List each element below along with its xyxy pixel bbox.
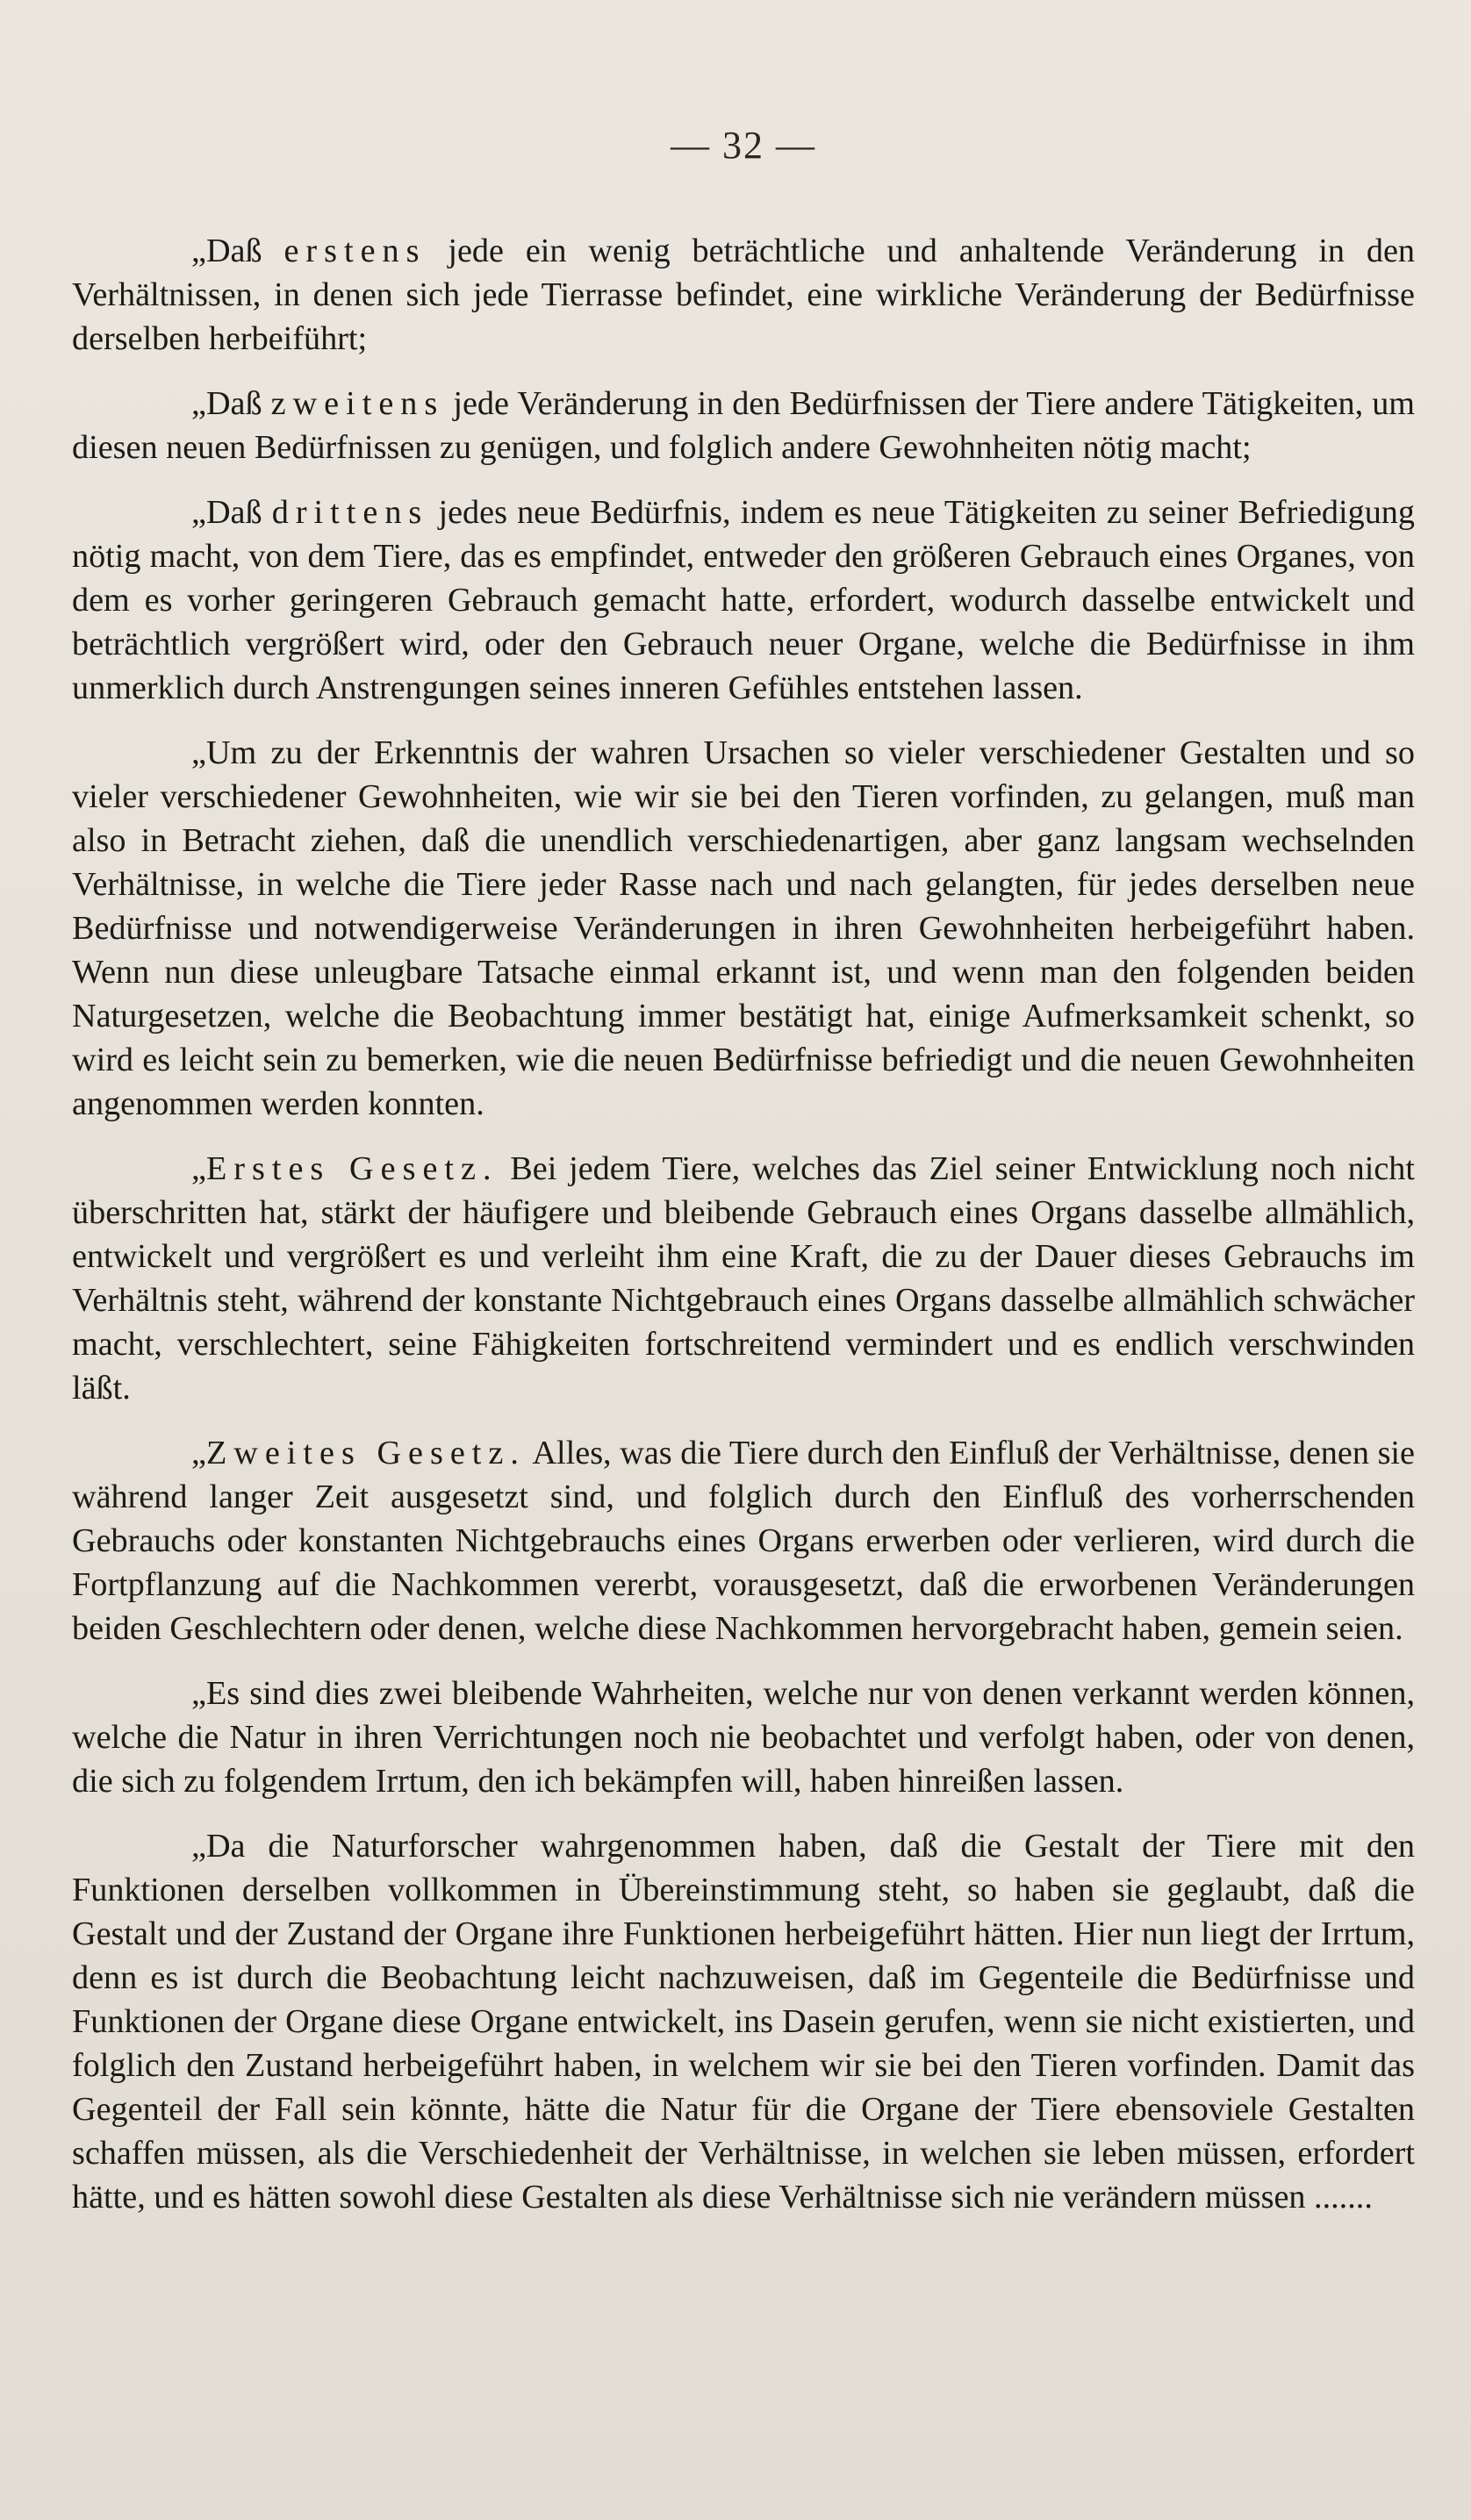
paragraph-zweitens [72,382,1415,469]
paragraph-text: Alles, was die Tiere durch den Einfluß der Verhältnisse, denen sie während langer Zeit ausgesetzt sind, und folglich durch den Einfluß des vorherrschenden Gebrauchs oder konstanten Nichtgebrauchs eines Organs erwerben oder verlieren, wird durch die Fortpflanzung auf die Nachkommen vererbt, vorausgesetzt, daß die erworbenen Veränderungen beiden Geschlechtern oder denen, welche diese Nachkommen hervorgebracht haben, gemein seien. [72,1435,1415,1647]
paragraph-text: „Es sind dies zwei bleibende Wahrheiten, welche nur von denen verkannt werden können, welche die Natur in ihren Verrichtungen noch nie beobachtet und verfolgt haben, oder von denen, die sich zu folgendem Irrtum, den ich bekämpfen will, haben hinreißen lassen. [72,1675,1415,1800]
paragraph-wahrheiten [72,1672,1415,1803]
paragraph-lead: „ [191,1150,206,1187]
paragraph-text: „Da die Naturforscher wahrgenommen haben, daß die Gestalt der Tiere mit den Funktionen derselben vollkommen in Übereinstimmung steht, so haben sie geglaubt, daß die Gestalt und der Zustand der Organe ihre Funktionen herbeigeführt hätten. Hier nun liegt der Irrtum, denn es ist durch die Beobachtung leicht nachzuweisen, daß im Gegenteile die Bedürfnisse und Funktionen der Organe diese Organe entwickelt, ins Dasein gerufen, wenn sie nicht existierten, und folglich den Zustand herbeigeführt haben, in welchem wir sie bei den Tieren vorfinden. Damit das Gegenteil der Fall sein könnte, hätte die Natur für die Organe der Tiere ebensoviele Gestalten schaffen müssen, als die Verschiedenheit der Verhältnisse, in welchen sie leben müssen, erfordert hätte, und es hätten sowohl diese Gestalten als diese Verhältnisse sich nie verändern müssen ....... [72,1828,1415,2216]
paragraph-lead: „ [191,1435,206,1471]
paragraph-drittens [72,490,1415,710]
paragraph-erkenntnis [72,731,1415,1126]
spaced-emphasis: Zweites Gesetz. [205,1435,526,1471]
paragraph-text: „Um zu der Erkenntnis der wahren Ursachen so vieler verschiedener Gestalten und so vieler verschiedener Gewohnheiten, wie wir sie bei den Tieren vorfinden, zu gelangen, muß man also in Betracht ziehen, daß die unendlich verschiedenartigen, aber ganz langsam wechselnden Verhältnisse, in welche die Tiere jeder Rasse nach und nach gelangten, für jedes derselben neue Bedürfnisse und notwendigerweise Veränderungen in ihren Gewohnheiten herbeigeführt haben. Wenn nun diese unleugbare Tatsache einmal erkannt ist, und wenn man den folgenden beiden Naturgesetzen, welche die Beobachtung immer bestätigt hat, einige Aufmerksamkeit schenkt, so wird es leicht sein zu bemerken, wie die neuen Bedürfnisse befriedigt und die neuen Gewohnheiten angenommen werden konnten. [72,734,1415,1122]
paragraph-text: jede ein wenig beträchtliche und anhaltende Veränderung in den Verhältnissen, in denen sich jede Tierrasse befindet, eine wirkliche Veränderung der Bedürfnisse derselben herbeiführt; [72,233,1416,357]
paragraph-lead: „Daß [191,385,271,422]
paragraph-naturforscher [72,1824,1415,2219]
paragraph-zweites-gesetz [72,1431,1415,1650]
paragraph-lead: „Daß [191,494,272,531]
paragraph-erstens [72,229,1415,361]
body-text [72,229,1415,2219]
paragraph-text: jedes neue Bedürfnis, indem es neue Tätigkeiten zu seiner Befriedigung nötig macht, von dem Tiere, das es empfindet, entweder den größeren Gebrauch eines Organes, von dem es vorher geringeren Gebrauch gemacht hatte, erfordert, wodurch dasselbe entwickelt und beträchtlich vergrößert wird, oder den Gebrauch neuer Organe, welche die Bedürfnisse in ihm unmerklich durch Anstrengungen seines inneren Gefühles entstehen lassen. [72,494,1415,706]
paragraph-text: jede Veränderung in den Bedürfnissen der Tiere andere Tätigkeiten, um diesen neuen Bedürfnissen zu genügen, und folglich andere Gewohnheiten nötig macht; [72,385,1415,466]
spaced-emphasis: Erstes Gesetz. [205,1150,499,1187]
spaced-emphasis: zweitens [270,385,445,422]
paragraph-text: Bei jedem Tiere, welches das Ziel seiner Entwicklung noch nicht überschritten hat, stärkt der häufigere und bleibende Gebrauch eines Organs dasselbe allmählich, entwickelt und vergrößert es und verleiht ihm eine Kraft, die zu der Dauer dieses Gebrauchs im Verhältnis steht, während der konstante Nichtgebrauch eines Organs dasselbe allmählich schwächer macht, verschlechtert, seine Fähigkeiten fortschreitend vermindert und es endlich verschwinden läßt. [72,1150,1415,1407]
paragraph-erstes-gesetz [72,1147,1415,1410]
spaced-emphasis: drittens [271,494,429,531]
spaced-emphasis: erstens [283,233,427,269]
page-number: — 32 — [671,124,816,167]
paragraph-lead: „Daß [191,233,284,269]
